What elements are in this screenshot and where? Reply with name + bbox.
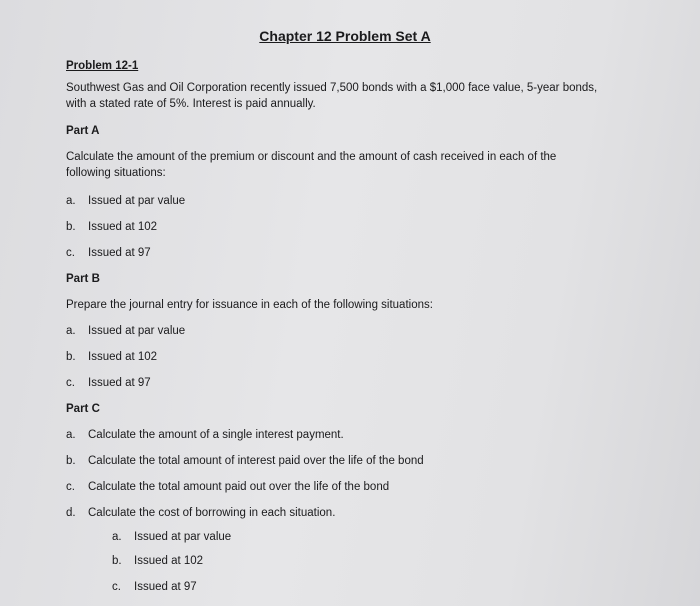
item-text: Issued at par value — [88, 195, 186, 207]
item-text: Issued at 97 — [88, 377, 151, 389]
item-text: Issued at 97 — [88, 247, 151, 259]
item-label: c. — [112, 581, 121, 593]
part-c-item-c — [66, 480, 389, 494]
part-a-heading: Part A — [66, 125, 100, 137]
part-c-subitem-b — [112, 554, 203, 568]
part-b-heading: Part B — [66, 273, 100, 285]
part-a-instructions-2: following situations: — [66, 167, 166, 179]
part-a-item-c — [66, 246, 151, 260]
item-label: a. — [66, 325, 76, 337]
part-c-heading: Part C — [66, 403, 100, 415]
item-label: a. — [66, 429, 76, 441]
item-label: a. — [66, 195, 76, 207]
item-label: d. — [66, 507, 76, 519]
part-c-subitem-a — [112, 530, 231, 544]
part-c-subitem-c — [112, 580, 197, 594]
item-label: a. — [112, 531, 122, 543]
item-text: Calculate the total amount paid out over the life of the bond — [88, 481, 390, 493]
part-c-item-a — [66, 428, 344, 442]
item-text: Issued at par value — [88, 325, 186, 337]
part-b-item-b — [66, 350, 157, 364]
item-label: c. — [66, 377, 75, 389]
item-label: c. — [66, 481, 75, 493]
part-a-item-b — [66, 220, 157, 234]
page-title: Chapter 12 Problem Set A — [259, 28, 431, 44]
item-text: Issued at 102 — [88, 221, 158, 233]
intro-line-1: Southwest Gas and Oil Corporation recently issued 7,500 bonds with a $1,000 face value, 5-year bonds, — [66, 82, 598, 94]
part-a-instructions-1: Calculate the amount of the premium or discount and the amount of cash received in each of the — [66, 151, 557, 163]
part-c-item-d — [66, 506, 335, 520]
part-a-item-a — [66, 194, 185, 208]
item-text: Calculate the total amount of interest paid over the life of the bond — [88, 455, 424, 467]
item-text: Issued at 97 — [134, 581, 197, 593]
item-label: b. — [66, 455, 76, 467]
item-text: Issued at 102 — [134, 555, 204, 567]
item-label: b. — [112, 555, 122, 567]
item-text: Calculate the amount of a single interest payment. — [88, 429, 344, 441]
part-b-instructions: Prepare the journal entry for issuance in each of the following situations: — [66, 299, 433, 311]
problem-heading: Problem 12-1 — [66, 60, 139, 72]
part-b-item-a — [66, 324, 185, 338]
item-label: c. — [66, 247, 75, 259]
intro-line-2: with a stated rate of 5%. Interest is paid annually. — [66, 98, 316, 110]
item-label: b. — [66, 351, 76, 363]
item-text: Issued at par value — [134, 531, 232, 543]
item-label: b. — [66, 221, 76, 233]
part-c-item-b — [66, 454, 424, 468]
item-text: Issued at 102 — [88, 351, 158, 363]
part-b-item-c — [66, 376, 151, 390]
item-text: Calculate the cost of borrowing in each situation. — [88, 507, 336, 519]
